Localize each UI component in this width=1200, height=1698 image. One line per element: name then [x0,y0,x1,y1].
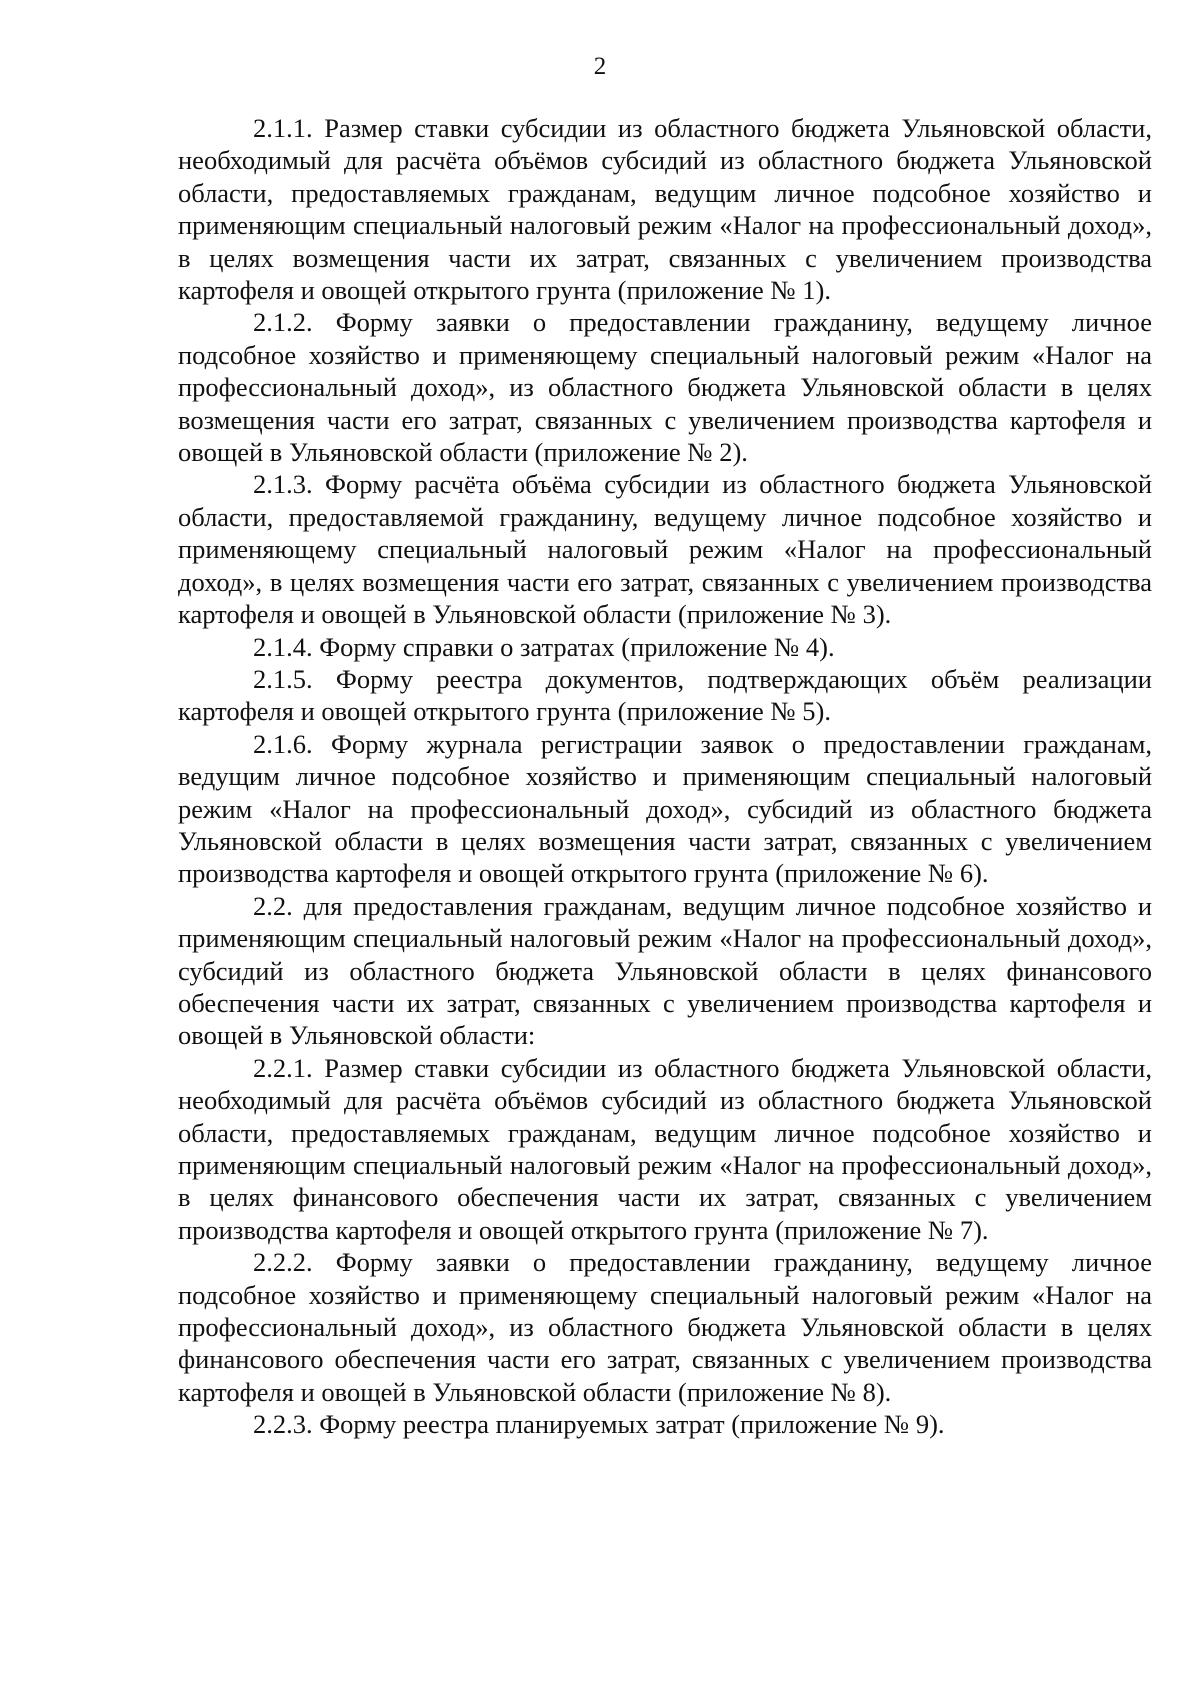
paragraph-2-1-6: 2.1.6. Форму журнала регистрации заявок о предоставлении гражданам, ведущим личное подсобное хозяйство и применяющим специальный налоговый режим «Налог на профессиональный доход», субсидий из областного бюджета Ульяновской области в целях возмещения части затрат, связанных с увеличением производства картофеля и овощей открытого грунта (приложение № 6). [178,728,1152,889]
paragraph-2-2-2: 2.2.2. Форму заявки о предоставлении гражданину, ведущему личное подсобное хозяйство и применяющему специальный налоговый режим «Налог на профессиональный доход», из областного бюджета Ульяновской области в целях финансового обеспечения части его затрат, связанных с увеличением производства картофеля и овощей в Ульяновской области (приложение № 8). [178,1247,1152,1407]
paragraph-2-1-4: 2.1.4. Форму справки о затратах (приложение № 4). [253,631,835,662]
paragraph-2-1-5: 2.1.5. Форму реестра документов, подтверждающих объём реализации картофеля и овощей открытого грунта (приложение № 5). [178,663,1152,727]
paragraph-2-1-2: 2.1.2. Форму заявки о предоставлении гражданину, ведущему личное подсобное хозяйство и применяющему специальный налоговый режим «Налог на профессиональный доход», из областного бюджета Ульяновской области в целях возмещения части его затрат, связанных с увеличением производства картофеля и овощей в Ульяновской области (приложение № 2). [178,307,1152,468]
paragraph-2-2-1: 2.2.1. Размер ставки субсидии из областного бюджета Ульяновской области, необходимый для расчёта объёмов субсидий из областного бюджета Ульяновской области, предоставляемых гражданам, ведущим личное подсобное хозяйство и применяющим специальный налоговый режим «Налог на профессиональный доход», в целях финансового обеспечения части их затрат, связанных с увеличением производства картофеля и овощей открытого грунта (приложение № 7). [178,1052,1152,1245]
paragraph-2-1-3: 2.1.3. Форму расчёта объёма субсидии из областного бюджета Ульяновской области, предоставляемой гражданину, ведущему личное подсобное хозяйство и применяющему специальный налоговый режим «Налог на профессиональный доход», в целях возмещения части его затрат, связанных с увеличением производства картофеля и овощей в Ульяновской области (приложение № 3). [178,469,1152,630]
paragraph-2-2-3: 2.2.3. Форму реестра планируемых затрат (приложение № 9). [253,1409,945,1440]
page-number: 2 [593,53,607,80]
paragraph-2-1-1: 2.1.1. Размер ставки субсидии из областного бюджета Ульяновской области, необходимый для расчёта объёмов субсидий из областного бюджета Ульяновской области, предоставляемых гражданам, ведущим личное подсобное хозяйство и применяющим специальный налоговый режим «Налог на профессиональный доход», в целях возмещения части их затрат, связанных с увеличением производства картофеля и овощей открытого грунта (приложение № 1). [178,113,1152,306]
paragraph-2-2: 2.2. для предоставления гражданам, ведущим личное подсобное хозяйство и применяющим специальный налоговый режим «Налог на профессиональный доход», субсидий из областного бюджета Ульяновской области в целях финансового обеспечения части их затрат, связанных с увеличением производства картофеля и овощей в Ульяновской области: [178,890,1152,1051]
document-body [178,112,1152,1441]
